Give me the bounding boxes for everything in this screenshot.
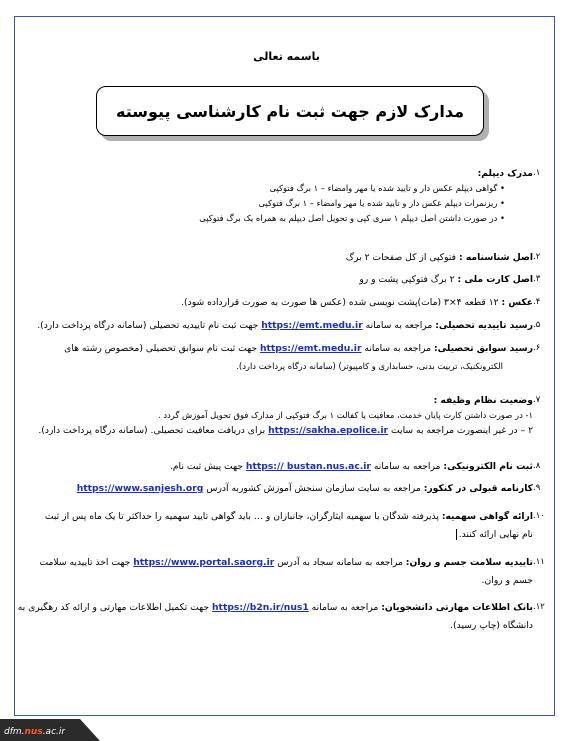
- item-text: نام نهایی ارائه کنند.: [458, 529, 533, 540]
- item-heading: تاییدیه سلامت جسم و روان:: [405, 557, 533, 568]
- item-text: جهت اخذ تاییدیه سلامت: [39, 557, 131, 568]
- item-text: مراجعه به سامانه: [373, 461, 441, 472]
- item-text-line2: [33, 527, 533, 542]
- item-e-registration: [33, 459, 541, 474]
- item-text: مراجعه به سامانه: [365, 320, 433, 331]
- sanjesh-link[interactable]: https://www.sanjesh.org: [76, 483, 204, 494]
- item-text: فتوکپی از کل صفحات ٢ برگ: [345, 252, 457, 263]
- emt-link[interactable]: https://emt.medu.ir: [259, 343, 362, 354]
- footer-site-link[interactable]: [4, 727, 65, 737]
- item-heading: اصل شناسنامه :: [458, 252, 533, 263]
- item-heading: ارائه گواهی سهمیه:: [441, 511, 533, 522]
- item-number: ١٠.: [533, 511, 545, 521]
- basmala: باسمه تعالی: [253, 50, 320, 63]
- item-number: ٩.: [533, 483, 541, 493]
- list-item: • در صورت داشتن اصل دیپلم ١ سری کپی و تحویل اصل دیپلم به همراه یک برگ فتوکپی: [199, 213, 505, 223]
- item-birth-certificate: [33, 250, 541, 265]
- item-text: پذیرفته شدگان با سهمیه ایثارگران، جانبازان و … باید گواهی تایید سهمیه را حداکثر تا یک ماه پس از ثبت: [44, 511, 439, 522]
- item-text: جهت تکمیل اطلاعات مهارتی و ارائه کد رهگیری به: [17, 602, 210, 613]
- item-heading: وضعیت نظام وظیفه :: [433, 395, 533, 406]
- item-military-status: [33, 393, 541, 438]
- b2n-link[interactable]: https://b2n.ir/nus1: [212, 602, 309, 613]
- item-text: مراجعه به سامانه: [311, 602, 379, 613]
- item-diploma: [33, 166, 541, 226]
- item-text: ١٢ قطعه ۴×٣ (مات)پشت نویسی شده (عکس ها صورت به صورت قرارداده شود).: [181, 297, 499, 308]
- item-number: ۶.: [533, 343, 541, 353]
- item-heading: کارنامه قبولی در کنکور:: [423, 483, 533, 494]
- item-number: ٢.: [533, 252, 541, 262]
- footer-suffix: .ac.ir: [42, 727, 66, 737]
- item-text: ٢ برگ فتوکپی پشت و رو: [359, 274, 455, 285]
- saorg-link[interactable]: https://www.portal.saorg.ir: [133, 557, 275, 568]
- item-text: جهت ثبت نام سوابق تحصیلی (مخصوص رشته های: [64, 343, 258, 354]
- item-number: ٨.: [533, 461, 541, 471]
- item-text: جهت ثبت نام تاییدیه تحصیلی (سامانه درگاه پرداخت دارد).: [37, 320, 259, 331]
- item-heading: اصل کارت ملی :: [457, 274, 533, 285]
- item-text: مراجعه به سایت سازمان سنجش آموزش کشوربه آدرس: [206, 483, 421, 494]
- item-heading: رسید سوابق تحصیلی:: [433, 343, 533, 354]
- item-heading: رسید تاییدیه تحصیلی:: [435, 320, 533, 331]
- item-heading: بانک اطلاعات مهارتی دانشجویان:: [381, 602, 533, 613]
- item-text-line2: دانشگاه (چاپ رسید).: [450, 620, 533, 631]
- item-number: ۵.: [533, 320, 541, 330]
- item-health-certificate: [33, 555, 545, 588]
- item-number: ۴.: [533, 297, 541, 307]
- sakha-link[interactable]: https://sakha.epolice.ir: [268, 425, 389, 436]
- item-text: ٢ – در غیر اینصورت مراجعه به سایت: [391, 425, 533, 436]
- item-number: ٣.: [533, 274, 541, 284]
- footer-accent: nus: [24, 727, 43, 737]
- item-national-card: [33, 272, 541, 287]
- item-number: ١٢.: [533, 602, 545, 612]
- item-text: مراجعه به سامانه: [364, 343, 432, 354]
- page-title-box: [96, 86, 484, 136]
- item-text: برای دریافت معافیت تحصیلی. (سامانه درگاه پرداخت دارد).: [38, 425, 266, 436]
- item-text: جهت پیش ثبت نام.: [169, 461, 243, 472]
- item-text-line2: جسم و روان.: [481, 575, 533, 586]
- item-quota-certificate: [33, 509, 545, 542]
- page-title: مدارک لازم جهت ثبت نام کارشناسی پیوسته: [116, 101, 465, 121]
- footer-prefix: dfm.: [4, 727, 25, 737]
- item-heading: مدرک دیپلم:: [477, 168, 533, 179]
- item-heading: ثبت نام الکترونیکی:: [443, 461, 533, 472]
- item-number: ١.: [533, 168, 541, 178]
- item-text-line1: ١- در صورت داشتن کارت پایان خدمت، معافیت یا کفالت ١ برگ فتوکپی از مدارک فوق تحویل آموزش گردد .: [158, 410, 533, 420]
- list-item: • گواهی دیپلم عکس دار و تایید شده یا مهر وامضاء – ١ برگ فتوکپی: [269, 183, 505, 193]
- item-education-approval: [33, 318, 541, 333]
- item-photo: [33, 295, 541, 310]
- emt-link[interactable]: https://emt.medu.ir: [261, 320, 363, 331]
- item-konkur-result: [33, 481, 541, 496]
- item-heading: عکس :: [501, 297, 533, 308]
- bustan-link[interactable]: https:// bustan.nus.ac.ir: [245, 461, 371, 472]
- list-item: • ریزنمرات دیپلم عکس دار و تایید شده یا مهر وامضاء – ١ برگ فتوکپی: [258, 198, 505, 208]
- item-number: ٧.: [533, 395, 541, 405]
- item-text-line2: الکترونکنیک، تربیت بدنی، حسابداری و کامپیوتر) (سامانه درگاه پرداخت دارد).: [236, 361, 503, 371]
- item-text-line2: [33, 423, 533, 438]
- item-number: ١١.: [533, 557, 545, 567]
- item-education-records: [33, 341, 541, 374]
- item-skills-database: [17, 600, 545, 633]
- item-text: مراجعه به سامانه سجاد به آدرس: [277, 557, 403, 568]
- text-cursor: [456, 529, 457, 540]
